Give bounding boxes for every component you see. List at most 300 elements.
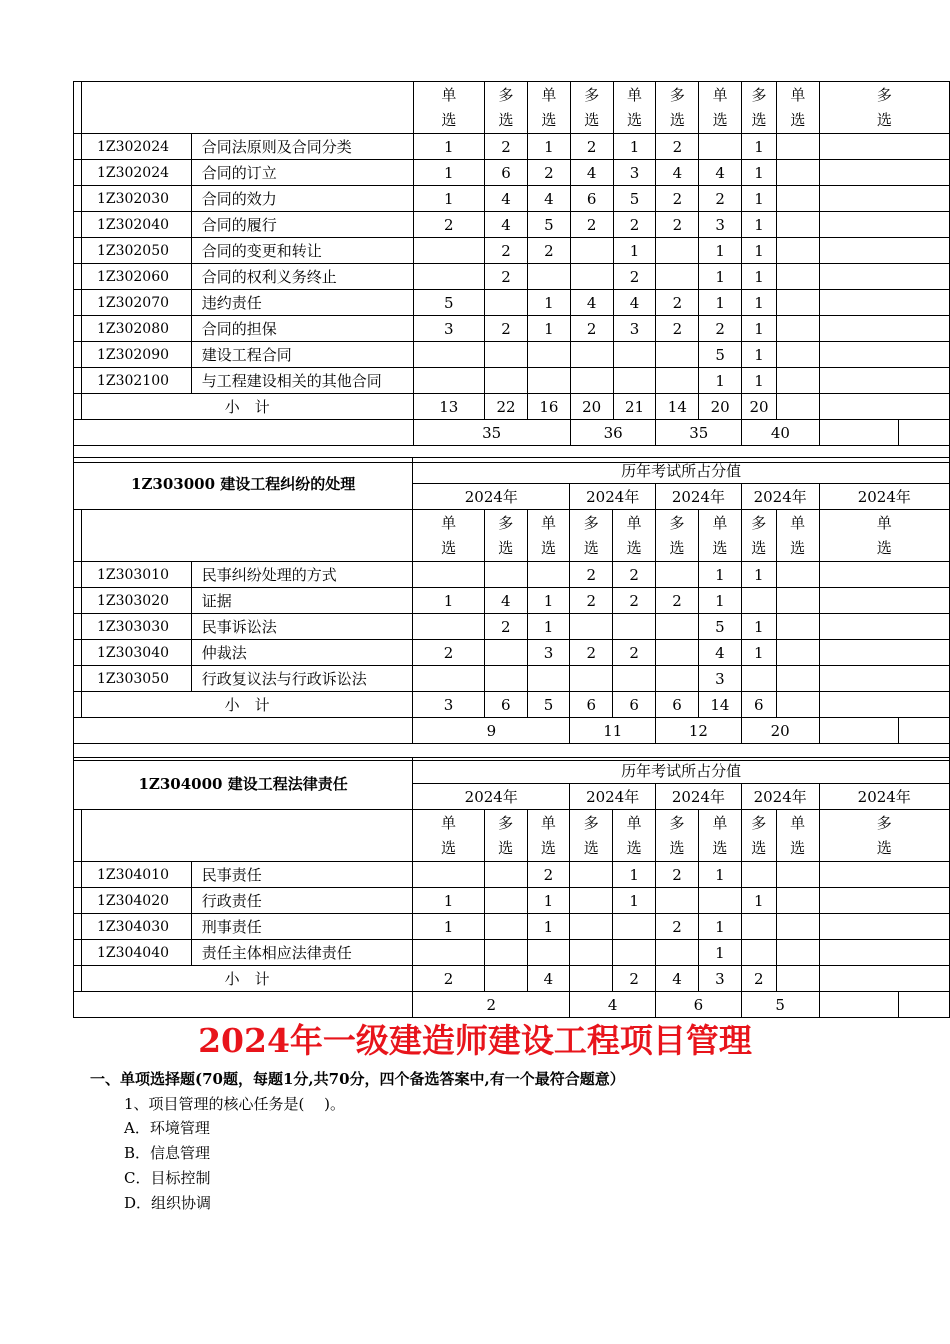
score-cell [570,238,613,264]
score-cell: 1 [741,562,776,588]
spacer-cell [74,290,82,316]
score-cell [413,342,485,368]
score-cell: 1 [741,614,776,640]
table-row [74,588,950,614]
table-row [74,368,950,394]
score-cell: 1 [742,368,777,394]
score-cell: 2 [484,614,527,640]
score-cell [613,666,656,692]
spacer-cell [74,692,82,718]
table-row [74,316,950,342]
section-name: 刑事责任 [191,914,412,940]
section-name: 仲裁法 [191,640,413,666]
score-cell [776,940,819,966]
score-cell [413,562,485,588]
score-cell [819,264,949,290]
score-cell [527,264,570,290]
section-name: 违约责任 [191,290,413,316]
table-row [74,134,950,160]
total-cell [819,420,898,446]
score-cell [819,212,949,238]
section-name: 民事纠纷处理的方式 [191,562,413,588]
score-cell: 2 [485,134,528,160]
score-cell [484,562,527,588]
total-cell: 4 [570,992,656,1018]
selection-type-header: 单 选 [527,810,570,862]
table-row [74,238,950,264]
score-cell: 2 [656,914,699,940]
score-cell: 1 [698,588,741,614]
score-cell [527,368,570,394]
score-cell [656,888,699,914]
selection-type-header: 多 选 [484,510,527,562]
option-d: D．组织协调 [124,1194,212,1212]
score-cell [819,160,949,186]
score-cell [776,888,819,914]
score-cell: 2 [656,862,699,888]
score-cell: 5 [698,614,741,640]
section-code: 1Z304040 [81,940,191,966]
score-cell: 2 [527,160,570,186]
subtotal-cell: 6 [741,692,776,718]
selection-type-header: 多 选 [570,510,613,562]
spacer-cell [74,588,82,614]
score-cell: 3 [613,160,656,186]
subtotal-cell: 2 [413,966,485,992]
selection-type-header-row [74,810,950,862]
score-cell [776,342,819,368]
table-row [74,914,950,940]
score-cell [819,888,949,914]
selection-type-header: 单 选 [413,510,485,562]
score-cell [570,264,613,290]
selection-type-header-row [74,82,950,134]
section-code: 1Z302024 [81,160,191,186]
score-cell: 4 [485,186,528,212]
subtotal-cell: 3 [698,966,741,992]
score-cell [570,368,613,394]
score-cell: 4 [484,588,527,614]
spacer-cell [74,966,82,992]
section-code: 1Z303020 [81,588,191,614]
subtotal-label: 小 计 [81,966,412,992]
score-cell [776,588,819,614]
section-name: 证据 [191,588,413,614]
table-row [74,160,950,186]
selection-type-header: 单 选 [613,810,656,862]
year-header: 2024年 [819,484,949,510]
score-cell: 1 [741,640,776,666]
selection-type-header: 单 选 [819,510,949,562]
score-cell [776,160,819,186]
spacer-cell [74,212,82,238]
total-cell: 20 [741,718,819,744]
score-cell [776,134,819,160]
history-header: 历年考试所占分值 [413,458,950,484]
subtotal-cell [570,966,613,992]
score-cell: 2 [527,238,570,264]
section-name: 民事责任 [191,862,412,888]
score-cell [413,368,485,394]
score-table-contract [73,81,950,463]
spacer-cell [74,666,82,692]
score-cell: 1 [699,290,742,316]
score-cell: 2 [613,264,656,290]
document-title: 2024年一级建造师建设工程项目管理 [198,1021,752,1060]
score-cell [656,666,699,692]
subtotal-cell: 16 [527,394,570,420]
score-cell [656,614,699,640]
section-code: 1Z302050 [81,238,191,264]
spacer-cell [74,614,82,640]
subtotal-cell [776,394,819,420]
section-code: 1Z304010 [81,862,191,888]
score-cell: 4 [485,212,528,238]
history-header-row [74,458,950,484]
total-cell: 11 [570,718,656,744]
blank-header-cell [81,810,412,862]
total-cell: 40 [742,420,820,446]
score-cell: 2 [413,640,485,666]
score-cell [613,368,656,394]
spacer-cell [74,238,82,264]
spacer-cell [74,316,82,342]
score-cell [698,888,741,914]
score-cell: 1 [742,316,777,342]
subtotal-cell [776,692,819,718]
score-cell: 2 [656,290,699,316]
spacer-cell [74,640,82,666]
score-cell: 3 [698,666,741,692]
subtotal-cell: 4 [656,966,699,992]
table-row [74,666,950,692]
score-cell: 2 [699,316,742,342]
table-row [74,342,950,368]
score-cell: 2 [570,134,613,160]
score-cell: 4 [698,640,741,666]
total-cell: 35 [413,420,570,446]
score-cell [776,186,819,212]
score-cell [819,238,949,264]
subtotal-cell [484,966,527,992]
subtotal-cell: 21 [613,394,656,420]
score-cell: 1 [613,888,656,914]
score-cell: 1 [699,264,742,290]
score-cell [485,290,528,316]
score-cell: 1 [413,160,485,186]
subtotal-cell [776,966,819,992]
section-name: 合同的订立 [191,160,413,186]
year-header: 2024年 [819,784,949,810]
selection-type-header: 多 选 [656,810,699,862]
table-row [74,940,950,966]
score-cell: 1 [699,368,742,394]
spacer-cell [74,888,82,914]
score-cell [776,862,819,888]
selection-type-header: 单 选 [413,82,485,134]
score-cell [413,614,485,640]
total-cell [899,992,950,1018]
score-cell: 2 [656,134,699,160]
section-heading: 一、单项选择题(70题，每题1分,共70分，四个备选答案中,有一个最符合题意） [90,1070,625,1088]
score-cell [819,290,949,316]
score-cell [656,238,699,264]
table-row [74,640,950,666]
subtotal-cell [819,692,949,718]
year-header: 2024年 [656,484,742,510]
score-cell [819,368,949,394]
score-cell [613,342,656,368]
score-cell: 1 [527,888,570,914]
score-cell: 5 [527,212,570,238]
score-cell [484,640,527,666]
spacer-cell [74,862,82,888]
selection-type-header: 多 选 [485,82,528,134]
section-code: 1Z302080 [81,316,191,342]
score-cell: 5 [699,342,742,368]
section-name: 合同的效力 [191,186,413,212]
score-cell: 2 [570,562,613,588]
subtotal-cell: 14 [698,692,741,718]
score-cell [819,134,949,160]
subtotal-cell: 22 [485,394,528,420]
selection-type-header: 单 选 [613,82,656,134]
score-cell: 2 [613,640,656,666]
score-cell [656,264,699,290]
spacer-cell [74,134,82,160]
score-cell: 1 [698,914,741,940]
score-cell: 1 [742,264,777,290]
score-cell [776,290,819,316]
subtotal-cell: 6 [484,692,527,718]
blank-header-cell [81,510,412,562]
total-cell: 35 [656,420,742,446]
spacer-cell [74,810,82,862]
score-cell: 1 [613,238,656,264]
score-cell: 1 [699,238,742,264]
spacer-cell [74,82,82,134]
table-row [74,290,950,316]
score-cell [570,940,613,966]
selection-type-header: 多 选 [484,810,527,862]
table-row [74,186,950,212]
table-row [74,562,950,588]
subtotal-cell: 2 [741,966,776,992]
score-cell: 2 [570,316,613,342]
score-cell: 2 [656,316,699,342]
section-code: 1Z302024 [81,134,191,160]
total-cell: 12 [656,718,742,744]
score-cell [484,862,527,888]
year-header: 2024年 [656,784,742,810]
year-header: 2024年 [741,784,819,810]
selection-type-header: 单 选 [776,810,819,862]
score-cell: 1 [698,862,741,888]
score-cell [819,562,949,588]
section-name: 责任主体相应法律责任 [191,940,412,966]
score-cell: 1 [742,134,777,160]
spacer-cell [74,342,82,368]
score-cell: 2 [485,238,528,264]
section-name: 合同的权利义务终止 [191,264,413,290]
selection-type-header: 单 选 [527,510,570,562]
score-cell: 1 [742,238,777,264]
selection-type-header: 单 选 [527,82,570,134]
selection-type-header: 多 选 [741,510,776,562]
score-cell: 2 [656,588,699,614]
score-cell: 2 [613,212,656,238]
score-cell [613,914,656,940]
score-cell: 4 [613,290,656,316]
score-cell [570,862,613,888]
score-cell [413,264,485,290]
section-name: 与工程建设相关的其他合同 [191,368,413,394]
subtotal-cell [819,966,949,992]
section-code: 1Z302040 [81,212,191,238]
score-cell: 1 [413,888,485,914]
total-cell [819,992,899,1018]
total-cell: 2 [413,992,570,1018]
subtotal-cell: 4 [527,966,570,992]
section-code: 1Z303040 [81,640,191,666]
total-row [74,992,950,1018]
history-header-row [74,758,950,784]
score-cell [570,666,613,692]
chapter-title: 1Z304000 建设工程法律责任 [74,758,413,810]
score-cell: 1 [527,316,570,342]
selection-type-header: 单 选 [776,82,819,134]
total-blank [74,420,414,446]
total-blank [74,718,413,744]
section-code: 1Z302100 [81,368,191,394]
section-name: 合同的担保 [191,316,413,342]
subtotal-label: 小 计 [81,692,412,718]
option-b: B．信息管理 [124,1144,211,1162]
subtotal-cell: 6 [656,692,699,718]
score-cell: 1 [742,290,777,316]
score-cell [819,914,949,940]
table-row [74,862,950,888]
subtotal-cell: 6 [570,692,613,718]
subtotal-cell [819,394,949,420]
score-cell: 1 [527,588,570,614]
table-row [74,264,950,290]
year-header: 2024年 [570,784,656,810]
score-cell [741,940,776,966]
score-cell [819,666,949,692]
selection-type-header: 多 选 [819,82,949,134]
total-cell: 9 [413,718,570,744]
score-cell [484,940,527,966]
total-cell [819,718,899,744]
score-cell [484,888,527,914]
score-cell [819,940,949,966]
score-cell [741,588,776,614]
score-cell: 5 [613,186,656,212]
score-cell [776,238,819,264]
selection-type-header: 多 选 [742,82,777,134]
question-text: 1、项目管理的核心任务是( )。 [124,1095,346,1113]
subtotal-label: 小 计 [81,394,413,420]
spacer-cell [74,562,82,588]
section-code: 1Z302090 [81,342,191,368]
year-header: 2024年 [741,484,819,510]
score-cell: 1 [413,134,485,160]
section-code: 1Z303050 [81,666,191,692]
subtotal-cell: 13 [413,394,485,420]
spacer-cell [74,264,82,290]
score-cell: 4 [699,160,742,186]
score-cell [819,342,949,368]
score-cell [776,264,819,290]
total-cell: 36 [570,420,656,446]
section-name: 行政责任 [191,888,412,914]
year-header: 2024年 [570,484,656,510]
score-cell [570,614,613,640]
chapter-title: 1Z303000 建设工程纠纷的处理 [74,458,413,510]
score-cell: 1 [413,588,485,614]
score-cell [776,316,819,342]
score-cell: 2 [613,562,656,588]
history-header: 历年考试所占分值 [413,758,950,784]
selection-type-header: 多 选 [819,810,949,862]
section-code: 1Z302060 [81,264,191,290]
score-cell [656,368,699,394]
score-cell [570,914,613,940]
score-cell: 1 [527,614,570,640]
option-c: C．目标控制 [124,1169,211,1187]
score-cell [484,914,527,940]
total-cell: 5 [741,992,819,1018]
score-cell [741,666,776,692]
section-code: 1Z302030 [81,186,191,212]
score-cell: 6 [485,160,528,186]
score-cell: 2 [413,212,485,238]
table-row [74,212,950,238]
score-cell [656,940,699,966]
score-cell [527,940,570,966]
spacer-cell [74,510,82,562]
score-cell: 1 [742,342,777,368]
score-cell: 2 [570,588,613,614]
option-a: A．环境管理 [124,1119,210,1137]
score-cell [485,342,528,368]
blank-header-cell [81,82,413,134]
section-name: 合同法原则及合同分类 [191,134,413,160]
spacer-cell [74,368,82,394]
score-cell [613,614,656,640]
section-code: 1Z304030 [81,914,191,940]
subtotal-cell: 3 [413,692,485,718]
score-cell [776,666,819,692]
spacer-cell [74,160,82,186]
score-cell [613,940,656,966]
score-cell [413,940,485,966]
selection-type-header: 多 选 [656,510,699,562]
selection-type-header: 多 选 [656,82,699,134]
score-cell [527,562,570,588]
score-cell [413,666,485,692]
score-cell: 2 [656,186,699,212]
score-cell: 1 [613,134,656,160]
score-cell [776,212,819,238]
score-cell: 1 [742,160,777,186]
year-header: 2024年 [413,484,570,510]
score-cell: 1 [613,862,656,888]
spacer-cell [74,394,82,420]
selection-type-header: 单 选 [413,810,485,862]
selection-type-header-row [74,510,950,562]
